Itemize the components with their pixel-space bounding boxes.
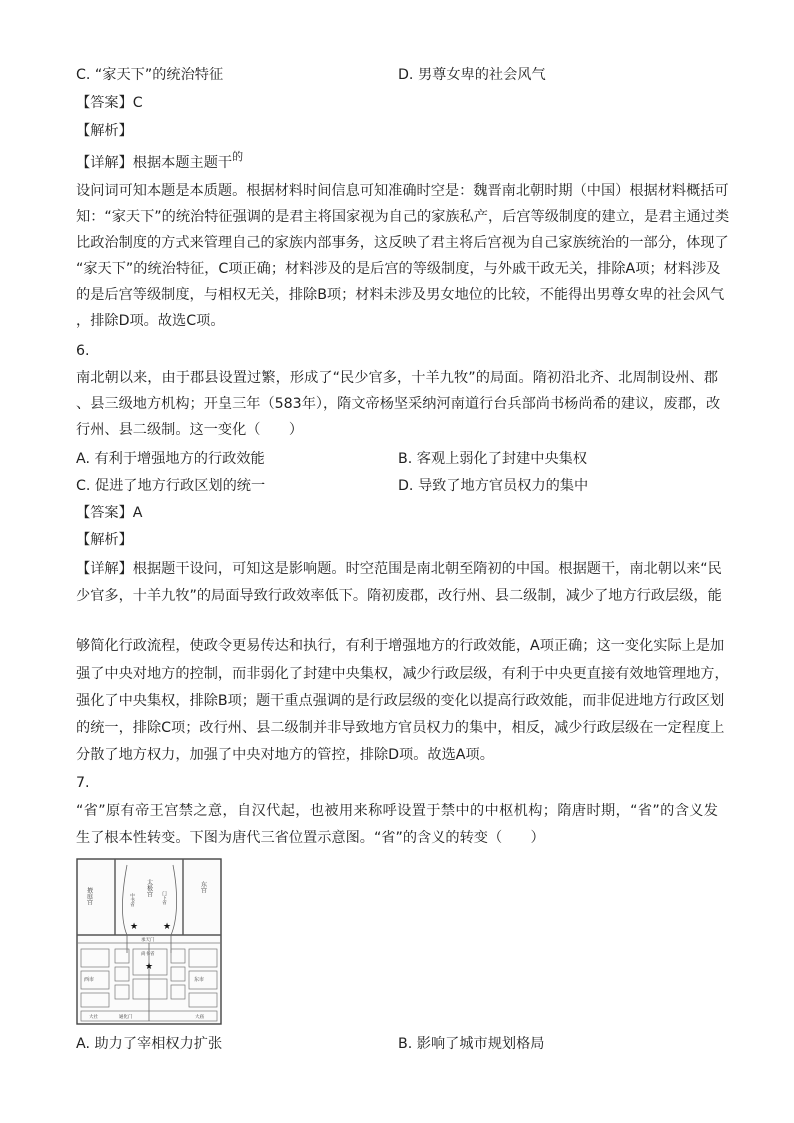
q6-detail-line-6: 的统一，排除C项；改行州、县二级制并非导致地方官员权力的集中，相反，减少行政层级在一定程度上 [76, 720, 725, 736]
q6-stem-line-1: 南北朝以来，由于郡县设置过繁，形成了“民少官多，十羊九牧”的局面。隋初沿北齐、北周制设州、郡 [76, 370, 718, 386]
star-icon: ★ [145, 962, 154, 972]
q5-detail-sup: 的 [232, 150, 244, 163]
q5-answer: 【答案】C [76, 95, 143, 111]
q5-detail-line-2: 知：“家天下”的统治特征强调的是君主将国家视为自己的家族私产，后宫等级制度的建立，是君主通过类 [76, 209, 730, 225]
star-icon: ★ [130, 922, 139, 932]
q6-detail-line-2: 少官多，十羊九牧”的局面导致行政效率低下。隋初废郡，改行州、县二级制，减少了地方行政层级，能 [76, 588, 722, 604]
q5-detail-line-4: “家天下”的统治特征，C项正确；材料涉及的是后宫的等级制度，与外戚干政无关，排除A项；材料涉及 [76, 261, 721, 277]
q6-option-a: A. 有利于增强地方的行政效能 [76, 451, 265, 467]
map-label-right-palace: 东宫 [199, 881, 207, 893]
q6-detail-line-5: 强化了中央集权，排除B项；题干重点强调的是行政层级的变化以提高行政效能，而非促进地方行政区划 [76, 693, 725, 709]
q6-option-b: B. 客观上弱化了封建中央集权 [398, 451, 588, 467]
q5-analysis-label: 【解析】 [76, 123, 133, 139]
q5-option-c: C. “家天下”的统治特征 [76, 67, 224, 83]
map-label-gate-bottom-left: 大社 [89, 1015, 98, 1020]
map-label-zhongshu: 中书省 [129, 893, 135, 907]
map-label-center-palace: 太极宫 [145, 879, 153, 897]
q7-option-b: B. 影响了城市规划格局 [398, 1036, 545, 1052]
q5-detail-line-5: 的是后宫等级制度，与相权无关，排除B项；材料未涉及男女地位的比较，不能得出男尊女卑的社会风气 [76, 287, 725, 303]
q5-detail-head [76, 150, 244, 174]
q7-stem-line-2: 生了根本性转变。下图为唐代三省位置示意图。“省”的含义的转变（ ） [76, 830, 545, 846]
map-label-menxia: 门下省 [161, 891, 167, 905]
map-label-left-palace: 掖庭宫 [85, 887, 93, 905]
q6-stem-line-3: 行州、县二级制。这一变化（ ） [76, 422, 304, 438]
q6-detail-line-3: 够简化行政流程，使政令更易传达和执行，有利于增强地方的行政效能，A项正确；这一变化实际上是加 [76, 638, 725, 654]
q5-detail-line-1: 设问词可知本题是本质题。根据材料时间信息可知准确时空是：魏晋南北朝时期（中国）根据材料概括可 [76, 183, 729, 199]
q7-option-a: A. 助力了宰相权力扩张 [76, 1036, 223, 1052]
q6-detail-line-4: 强了中央对地方的控制，而非弱化了封建中央集权，减少行政层级，有利于中央更直接有效地管理地方， [76, 666, 729, 682]
q7-number: 7. [76, 775, 90, 791]
q6-analysis-label: 【解析】 [76, 532, 133, 548]
map-label-gate-bottom-right: 大庙 [195, 1015, 204, 1020]
map-label-shangshu: 尚书省 [141, 952, 155, 957]
map-label-gate-bottom-mid: 通化门 [119, 1015, 133, 1020]
star-icon: ★ [163, 922, 172, 932]
map-label-east-market: 东市 [194, 977, 205, 983]
three-departments-map [75, 857, 223, 1026]
q6-detail-line-7: 分散了地方权力，加强了中央对地方的管控，排除D项。故选A项。 [76, 747, 494, 763]
q6-option-c: C. 促进了地方行政区划的统一 [76, 478, 266, 494]
q7-stem-line-1: “省”原有帝王宫禁之意，自汉代起，也被用来称呼设置于禁中的中枢机构；隋唐时期，“省”的含义发 [76, 803, 718, 819]
q6-detail-line-1: 【详解】根据题干设问，可知这是影响题。时空范围是南北朝至隋初的中国。根据题干，南北朝以来“民 [76, 561, 722, 577]
q5-detail-line-6: ，排除D项。故选C项。 [76, 313, 225, 329]
q5-detail-line-3: 比政治制度的方式来管理自己的家族内部事务，这反映了君主将后宫视为自己家族统治的一部分，体现了 [76, 235, 729, 251]
map-label-gate: 承天门 [141, 938, 155, 943]
q6-stem-line-2: 、县三级地方机构；开皇三年（583年），隋文帝杨坚采纳河南道行台兵部尚书杨尚希的建议，废郡，改 [76, 396, 721, 412]
q5-detail-head-text: 【详解】根据本题主题干 [76, 155, 233, 171]
q5-option-d: D. 男尊女卑的社会风气 [398, 67, 546, 83]
q6-number: 6. [76, 343, 90, 359]
q6-option-d: D. 导致了地方官员权力的集中 [398, 478, 589, 494]
q6-answer: 【答案】A [76, 505, 143, 521]
map-label-west-market: 西市 [84, 977, 95, 983]
